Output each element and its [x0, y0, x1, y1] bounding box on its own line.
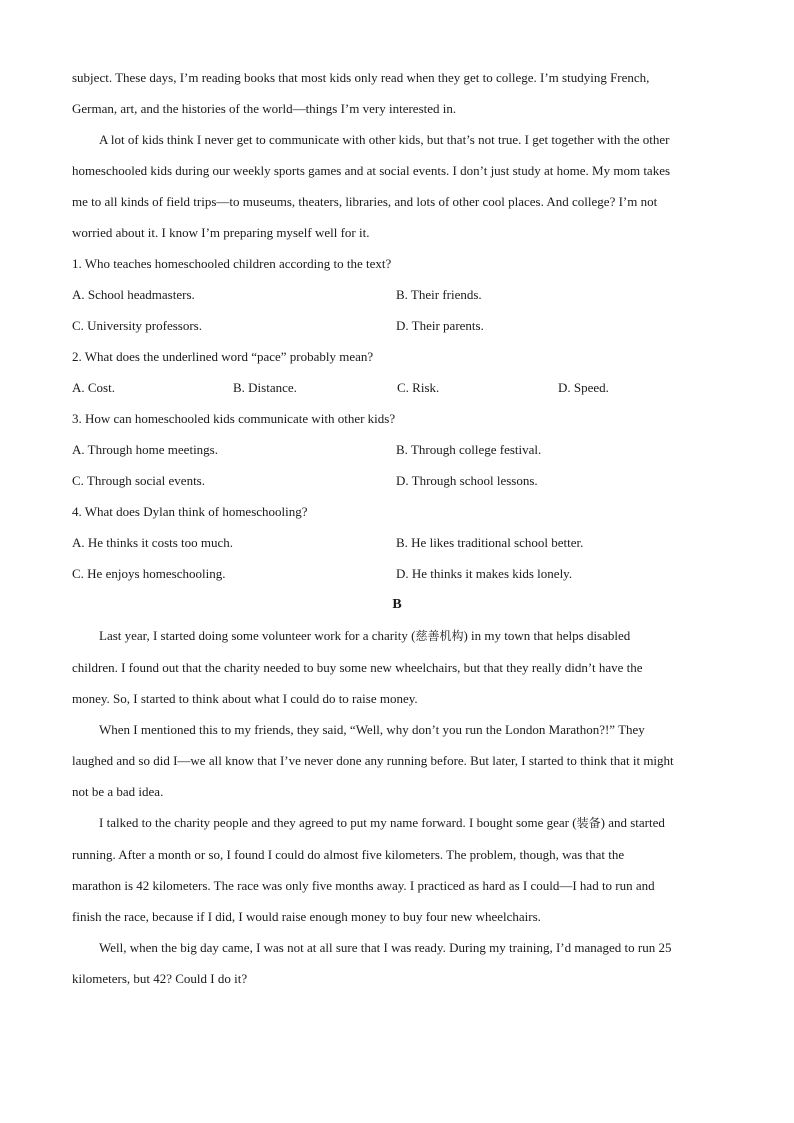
text-line: me to all kinds of field trips—to museums, theaters, libraries, and lots of other cool places. And college? I’m not	[72, 194, 658, 209]
question-3-stem: 3. How can homeschooled kids communicate with other kids?	[72, 411, 396, 426]
option-c: C. He enjoys homeschooling.	[72, 566, 226, 581]
option-b: B. Their friends.	[396, 287, 482, 302]
question-2-stem: 2. What does the underlined word “pace” probably mean?	[72, 349, 374, 364]
option-b: B. Distance.	[233, 380, 297, 395]
option-c: C. Through social events.	[72, 473, 205, 488]
question-3-options-row-2	[72, 465, 722, 496]
question-1-stem: 1. Who teaches homeschooled children according to the text?	[72, 256, 392, 271]
passage-b-paragraph-2	[72, 714, 722, 807]
option-d: D. Their parents.	[396, 318, 484, 333]
passage-b-paragraph-4	[72, 932, 722, 994]
text-line: laughed and so did I—we all know that I’ve never done any running before. But later, I started to think that it might	[72, 753, 674, 768]
text-line: Well, when the big day came, I was not at all sure that I was ready. During my training, I’d managed to run 25	[99, 940, 672, 955]
chinese-gloss: 慈善机构	[415, 629, 464, 643]
passage-a-paragraph-1	[72, 62, 722, 124]
question-4-stem: 4. What does Dylan think of homeschooling?	[72, 504, 308, 519]
section-heading: B	[392, 597, 402, 612]
text-line: subject. These days, I’m reading books that most kids only read when they get to college. I’m studying French,	[72, 70, 650, 85]
text-line: money. So, I started to think about what I could do to raise money.	[72, 691, 418, 706]
option-c: C. University professors.	[72, 318, 202, 333]
question-2-options-row	[72, 372, 722, 403]
text-line: German, art, and the histories of the world—things I’m very interested in.	[72, 101, 457, 116]
question-4-options-row-1	[72, 527, 722, 558]
text-line: homeschooled kids during our weekly sports games and at social events. I don’t just study at home. My mom takes	[72, 163, 671, 178]
text-line: running. After a month or so, I found I could do almost five kilometers. The problem, though, was that the	[72, 847, 625, 862]
option-b: B. He likes traditional school better.	[396, 535, 584, 550]
option-d: D. Through school lessons.	[396, 473, 538, 488]
option-d: D. Speed.	[558, 380, 609, 395]
chinese-gloss: 装备	[576, 816, 601, 830]
text-segment: I talked to the charity people and they agreed to put my name forward. I bought some gear (	[99, 815, 577, 830]
text-line	[72, 807, 722, 839]
document-page	[72, 62, 722, 994]
text-segment: ) and started	[600, 815, 665, 830]
question-1-options-row-1	[72, 279, 722, 310]
text-line: finish the race, because if I did, I would raise enough money to buy four new wheelchairs.	[72, 909, 541, 924]
text-line	[72, 620, 722, 652]
question-3-options-row-1	[72, 434, 722, 465]
question-1-options-row-2	[72, 310, 722, 341]
text-line: worried about it. I know I’m preparing myself well for it.	[72, 225, 370, 240]
option-a: A. He thinks it costs too much.	[72, 535, 234, 550]
text-line: A lot of kids think I never get to communicate with other kids, but that’s not true. I get together with the other	[99, 132, 670, 147]
text-line: kilometers, but 42? Could I do it?	[72, 971, 248, 986]
passage-a-paragraph-2	[72, 124, 722, 248]
text-line: When I mentioned this to my friends, they said, “Well, why don’t you run the London Marathon?!” They	[99, 722, 645, 737]
option-b: B. Through college festival.	[396, 442, 542, 457]
option-a: A. Through home meetings.	[72, 442, 218, 457]
option-c: C. Risk.	[397, 380, 440, 395]
text-line: children. I found out that the charity needed to buy some new wheelchairs, but that they really didn’t have the	[72, 660, 643, 675]
text-line: not be a bad idea.	[72, 784, 164, 799]
text-line: marathon is 42 kilometers. The race was only five months away. I practiced as hard as I could—I had to run and	[72, 878, 655, 893]
option-a: A. Cost.	[72, 380, 115, 395]
option-d: D. He thinks it makes kids lonely.	[396, 566, 573, 581]
passage-b-paragraph-1	[72, 620, 722, 714]
question-4-options-row-2	[72, 558, 722, 589]
option-a: A. School headmasters.	[72, 287, 195, 302]
text-segment: ) in my town that helps disabled	[463, 628, 631, 643]
text-segment: Last year, I started doing some volunteer work for a charity (	[99, 628, 416, 643]
passage-b-paragraph-3	[72, 807, 722, 932]
